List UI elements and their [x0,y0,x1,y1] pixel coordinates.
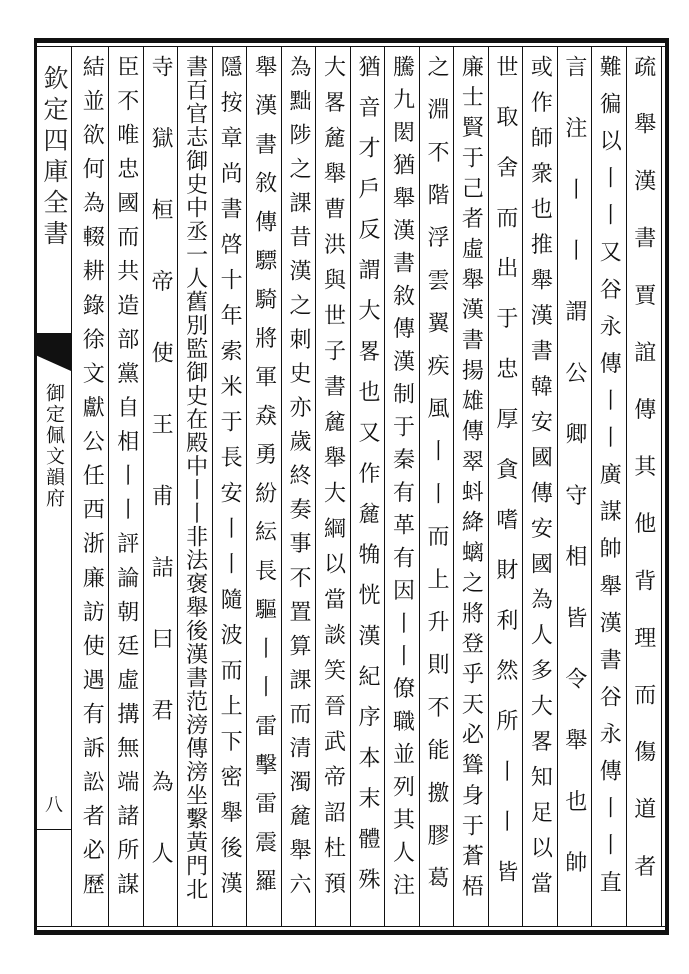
text-column: 書百官志御史中丞一人舊別監御史在殿中丨丨非法褒舉後漢書范滂傳滂坐繫黃門北 [182,55,208,901]
text-column: 為黜陟之課昔漢之刺史亦歲終奏事不置算課而清濁麄舉六 [286,55,312,907]
text-column: 難徧以丨丨又谷永傳丨丨廣謀帥舉漢書谷永傳丨丨直 [596,55,622,908]
page-margin [37,47,72,926]
text-column: 隱按章尚書啓十年索米于長安丨丨隨波而上下密舉後漢 [217,55,243,907]
margin-book-title: 御定佩文韻府 [43,383,65,509]
text-column: 結並欲何為輟耕錄徐文獻公任西浙廉訪使遇有訴訟者必歷 [79,55,105,907]
text-column: 大畧麄舉曹洪與世子書麄舉大綱以當談笑晉武帝詔杜預 [320,55,346,907]
margin-divider [37,829,71,830]
text-column: 臣不唯忠國而共造部黨自相丨丨評論朝廷虛搆無端諸所謀 [113,55,139,907]
margin-title: 欽定四庫全書 [40,65,69,251]
margin-fish-tail [37,333,71,371]
text-column: 騰九閎猶舉漢書敘傳漢制于秦有革有因丨丨僚職並列其人注 [389,55,415,906]
text-column: 猶音才戶反謂大畧也又作麄觕恍漢紀序本末體殊 [355,55,380,909]
page-number: 八 [45,795,63,816]
frame-top-rule [34,38,669,43]
frame-bottom-inner-rule [34,926,669,927]
text-column: 廉士賢于己者虛舉漢書揚雄傳翠蚪絳螭之將登乎天必聳身于蒼梧 [458,55,484,905]
text-column: 寺獄桓帝使王甫詰曰君為人 [148,55,174,913]
text-column: 世取舍而出于忠厚貪嗜財利然所丨丨皆 [492,55,518,911]
frame-bottom-rule [34,930,669,935]
frame-top-inner-rule [34,46,669,47]
text-column: 言注丨丨謂公卿守相皆令舉也帥 [561,55,587,912]
text-column: 之淵不階浮雲翼疾風丨丨而上升則不能撽膠葛 [423,55,449,909]
text-column: 疏舉漢書賈誼傳其他背理而傷道者 [630,55,656,912]
frame-right-rule [665,38,669,935]
text-column: 舉漢書敘傳驃騎將軍猋勇紛紜長驅丨丨雷擊雷震羅 [251,55,277,908]
text-column: 或作師衆也推舉漢書韓安國傳安國為人多大畧知足以當 [527,55,553,907]
